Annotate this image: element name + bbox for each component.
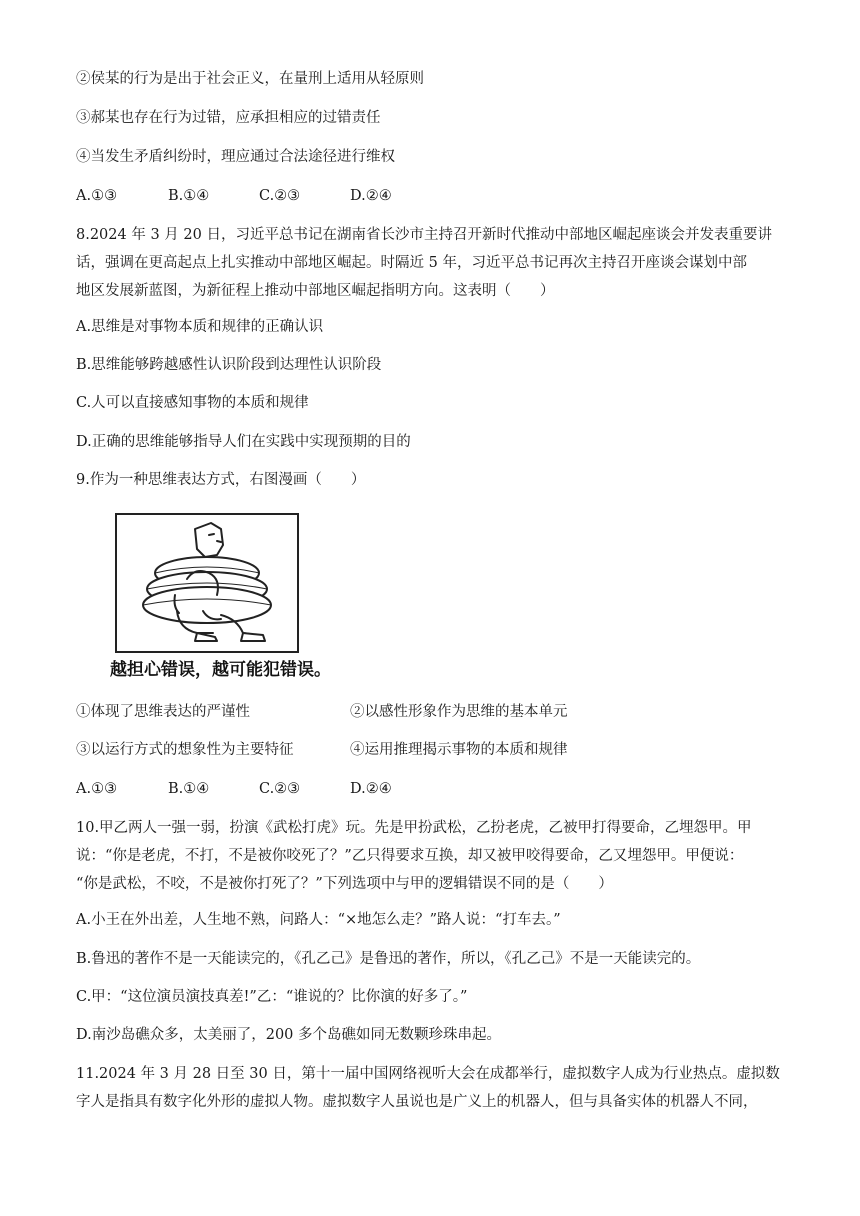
q7-choice-d: D.②④ <box>350 188 392 204</box>
q9-item-1: ①体现了思维表达的严谨性 <box>76 704 250 720</box>
q8-stem-line: 8.2024 年 3 月 20 日，习近平总书记在湖南省长沙市主持召开新时代推动中部地区崛起座谈会并发表重要讲 <box>76 227 772 243</box>
q7-item-4: ④当发生矛盾纠纷时，理应通过合法途径进行维权 <box>76 149 395 165</box>
q7-choice-a: A.①③ <box>76 188 118 204</box>
q9-choice-a: A.①③ <box>76 781 118 797</box>
q8-option-b: B.思维能够跨越感性认识阶段到达理性认识阶段 <box>76 357 382 373</box>
cartoon-figure <box>110 510 331 684</box>
q9-item-3: ③以运行方式的想象性为主要特征 <box>76 742 294 758</box>
q11-stem-line: 11.2024 年 3 月 28 日至 30 日，第十一届中国网络视听大会在成都举行，虚拟数字人成为行业热点。虚拟数 <box>76 1066 780 1082</box>
q10-stem-line: “你是武松，不咬，不是被你打死了？”下列选项中与甲的逻辑错误不同的是（ ） <box>76 876 613 892</box>
q8-stem-line: 话，强调在更高起点上扎实推动中部地区崛起。时隔近 5 年，习近平总书记再次主持召开座谈会谋划中部 <box>76 255 747 271</box>
q10-stem <box>76 814 788 898</box>
q9-item-4: ④运用推理揭示事物的本质和规律 <box>350 742 568 758</box>
q10-stem-line: 说：“你是老虎，不打，不是被你咬死了？”乙只得要求互换，却又被甲咬得要命，乙又埋怨甲。甲便说： <box>76 848 744 864</box>
q11-stem-line: 字人是指具有数字化外形的虚拟人物。虚拟数字人虽说也是广义上的机器人，但与具备实体的机器人不同， <box>76 1094 758 1110</box>
q9-choice-d: D.②④ <box>350 781 392 797</box>
worried-person-illustration <box>117 515 297 651</box>
q10-option-c: C.甲：“这位演员演技真差!”乙：“谁说的？比你演的好多了。” <box>76 989 468 1005</box>
q8-option-c: C.人可以直接感知事物的本质和规律 <box>76 395 309 411</box>
q10-stem-line: 10.甲乙两人一强一弱，扮演《武松打虎》玩。先是甲扮武松，乙扮老虎，乙被甲打得要命，乙埋怨甲。甲 <box>76 820 752 836</box>
q9-item-2: ②以感性形象作为思维的基本单元 <box>350 704 568 720</box>
q7-choice-b: B.①④ <box>168 188 210 204</box>
q11-stem <box>76 1060 788 1116</box>
q9-choice-b: B.①④ <box>168 781 210 797</box>
q10-option-d: D.南沙岛礁众多，太美丽了，200 多个岛礁如同无数颗珍珠串起。 <box>76 1027 502 1043</box>
q10-option-b: B.鲁迅的著作不是一天能读完的，《孔乙己》是鲁迅的著作，所以，《孔乙己》不是一天能读完的。 <box>76 951 701 967</box>
q9-choice-c: C.②③ <box>259 781 301 797</box>
q7-item-3: ③郝某也存在行为过错，应承担相应的过错责任 <box>76 110 381 126</box>
q10-option-a: A.小王在外出差，人生地不熟，问路人：“×地怎么走？”路人说：“打车去。” <box>76 912 561 928</box>
q8-stem-line: 地区发展新蓝图，为新征程上推动中部地区崛起指明方向。这表明（ ） <box>76 283 555 299</box>
cartoon-frame <box>115 513 299 653</box>
q9-stem: 9.作为一种思维表达方式，右图漫画（ ） <box>76 472 366 488</box>
q7-item-2: ②侯某的行为是出于社会正义，在量刑上适用从轻原则 <box>76 71 424 87</box>
q8-option-a: A.思维是对事物本质和规律的正确认识 <box>76 319 324 335</box>
q8-stem <box>76 221 788 305</box>
q7-choice-c: C.②③ <box>259 188 301 204</box>
cartoon-caption: 越担心错误，越可能犯错误。 <box>110 660 331 680</box>
q8-option-d: D.正确的思维能够指导人们在实践中实现预期的目的 <box>76 434 411 450</box>
